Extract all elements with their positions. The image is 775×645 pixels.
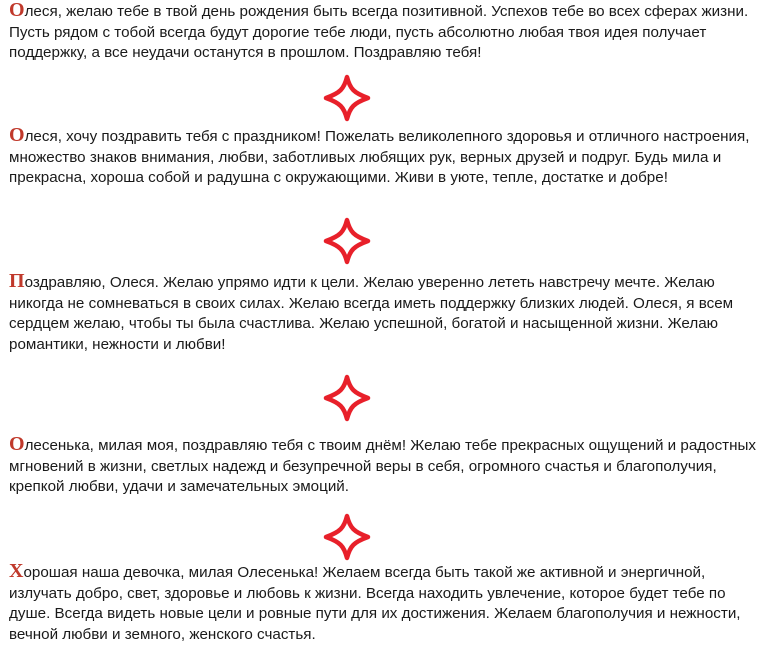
greeting-5 [9,561,771,645]
greeting-4-initial: О [9,433,25,455]
greeting-2-text: леся, хочу поздравить тебя с праздником! Пожелать великолепного здоровья и отличного настроения, множество знаков внимания, любви, заботливых любящих рук, верных друзей и подруг. Будь мила и прекрасна, хороша собой и радушна с окружающими. Живи в уюте, тепле, достатке и добре! [9,128,750,187]
red-four-point-star-icon [323,513,371,561]
divider-star-icon-1 [323,74,371,122]
greeting-4 [9,434,771,498]
red-four-point-star-icon [323,374,371,422]
greeting-5-initial: Х [9,560,24,582]
divider-star-icon-2 [323,217,371,265]
greeting-2 [9,125,771,189]
greeting-1-initial: О [9,0,25,21]
red-four-point-star-icon [323,74,371,122]
greeting-3-text: оздравляю, Олеся. Желаю упрямо идти к цели. Желаю уверенно лететь навстречу мечте. Желаю никогда не сомневаться в своих силах. Желаю всегда иметь поддержку близких людей. Олеся, я всем сердцем желаю, чтобы ты была счастлива. Желаю успешной, богатой и насыщенной жизни. Желаю романтики, нежности и любви! [9,274,734,353]
greeting-5-text: орошая наша девочка, милая Олесенька! Желаем всегда быть такой же активной и энергичной, излучать добро, свет, здоровье и любовь к жизни. Всегда находить увлечение, которое будет тебе по душе. Всегда видеть новые цели и ровные пути для их достижения. Желаем благополучия и нежности, вечной любви и земного, женского счастья. [9,564,741,643]
divider-star-icon-4 [323,513,371,561]
divider-star-icon-3 [323,374,371,422]
greeting-2-initial: О [9,124,25,146]
greeting-3 [9,271,771,355]
greeting-4-text: лесенька, милая моя, поздравляю тебя с твоим днём! Желаю тебе прекрасных ощущений и радостных мгновений в жизни, светлых надежд и безупречной веры в себя, огромного счастья и благополучия, крепкой любви, удачи и замечательных эмоций. [9,437,757,496]
greeting-3-initial: П [9,270,25,292]
greeting-1-text: леся, желаю тебе в твой день рождения быть всегда позитивной. Успехов тебе во всех сферах жизни. Пусть рядом с тобой всегда будут дорогие тебе люди, пусть абсолютно любая твоя идея получает поддержку, а все неудачи останутся в прошлом. Поздравляю тебя! [9,3,749,62]
red-four-point-star-icon [323,217,371,265]
greeting-1 [9,0,771,64]
